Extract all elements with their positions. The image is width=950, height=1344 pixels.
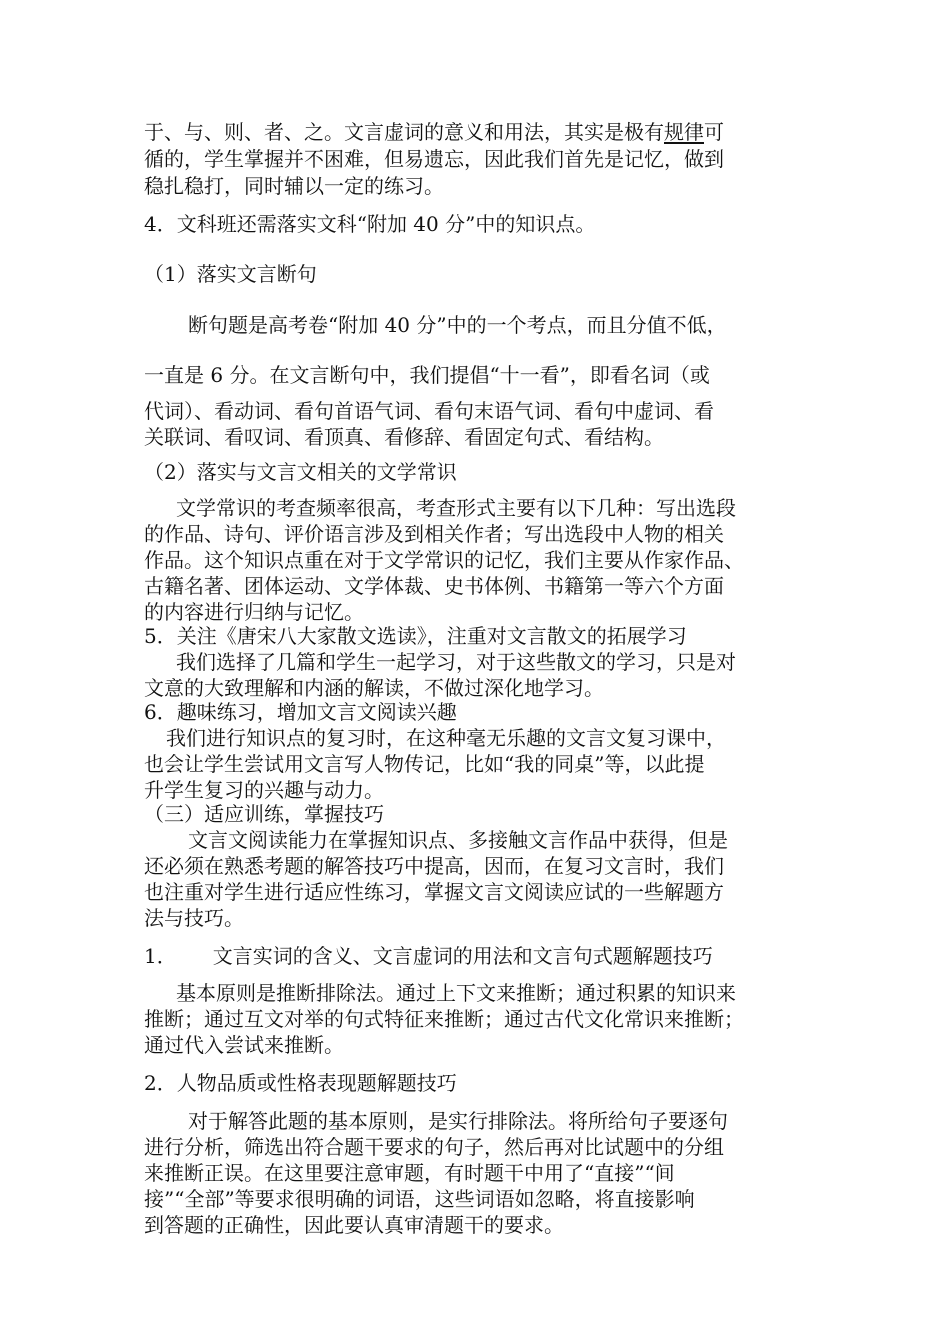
paragraph-line: 进行分析，筛选出符合题干要求的句子，然后再对比试题中的分组 (144, 1135, 724, 1159)
tip-1-heading (144, 944, 824, 968)
paragraph-line: 文言文阅读能力在掌握知识点、多接触文言作品中获得，但是 (188, 828, 728, 852)
paragraph-line: 接”“全部”等要求很明确的词语，这些词语如忽略，将直接影响 (144, 1187, 695, 1211)
section-3-title: （三）适应训练，掌握技巧 (144, 802, 384, 826)
paragraph-line: 也会让学生尝试用文言写人物传记，比如“我的同桌”等，以此提 (144, 752, 705, 776)
item-4-heading: 4．文科班还需落实文科“附加 40 分”中的知识点。 (144, 212, 596, 236)
keyword-link[interactable]: 规律 (664, 120, 704, 144)
subsection-1-title: （1）落实文言断句 (144, 262, 317, 286)
paragraph-line: 文学常识的考查频率很高，考查形式主要有以下几种：写出选段 (176, 496, 736, 520)
paragraph-line: 推断；通过互文对举的句式特征来推断；通过古代文化常识来推断； (144, 1007, 744, 1031)
tip-2-heading: 2．人物品质或性格表现题解题技巧 (144, 1071, 457, 1095)
paragraph-line: 升学生复习的兴趣与动力。 (144, 778, 384, 802)
paragraph-line: 古籍名著、团体运动、文学体裁、史书体例、书籍第一等六个方面 (144, 574, 724, 598)
paragraph-line: 代词）、看动词、看句首语气词、看句末语气词、看句中虚词、看 (144, 399, 714, 423)
paragraph-line: 法与技巧。 (144, 906, 244, 930)
paragraph-line: 我们进行知识点的复习时，在这种毫无乐趣的文言文复习课中， (166, 726, 726, 750)
paragraph-line: 稳扎稳打，同时辅以一定的练习。 (144, 174, 444, 198)
paragraph-line: 基本原则是推断排除法。通过上下文来推断；通过积累的知识来 (176, 981, 736, 1005)
tip-1-title: 文言实词的含义、文言虚词的用法和文言句式题解题技巧 (212, 944, 713, 968)
tip-1-number: 1． (144, 944, 177, 968)
text-segment: 于、与、则、者、之。文言虚词的意义和用法，其实是极有 (144, 120, 664, 144)
paragraph-line: 断句题是高考卷“附加 40 分”中的一个考点，而且分值不低， (188, 313, 727, 337)
paragraph-line: 文意的大致理解和内涵的解读，不做过深化地学习。 (144, 676, 604, 700)
paragraph-line: 关联词、看叹词、看顶真、看修辞、看固定句式、看结构。 (144, 425, 664, 449)
paragraph-line: 作品。这个知识点重在对于文学常识的记忆，我们主要从作家作品、 (144, 548, 744, 572)
item-5-heading: 5．关注《唐宋八大家散文选读》，注重对文言散文的拓展学习 (144, 624, 687, 648)
paragraph-line: 我们选择了几篇和学生一起学习，对于这些散文的学习，只是对 (176, 650, 736, 674)
paragraph-line: 来推断正误。在这里要注意审题，有时题干中用了“直接”“间 (144, 1161, 675, 1185)
paragraph-line: 循的，学生掌握并不困难，但易遗忘，因此我们首先是记忆，做到 (144, 147, 724, 171)
text-segment: 可 (704, 120, 724, 144)
item-6-heading: 6．趣味练习，增加文言文阅读兴趣 (144, 700, 457, 724)
paragraph-line: 的内容进行归纳与记忆。 (144, 600, 364, 624)
paragraph-line: 还必须在熟悉考题的解答技巧中提高，因而，在复习文言时，我们 (144, 854, 724, 878)
paragraph-line: 的作品、诗句、评价语言涉及到相关作者；写出选段中人物的相关 (144, 522, 724, 546)
subsection-2-title: （2）落实与文言文相关的文学常识 (144, 460, 457, 484)
paragraph-line: 通过代入尝试来推断。 (144, 1033, 344, 1057)
paragraph-line: 也注重对学生进行适应性练习，掌握文言文阅读应试的一些解题方 (144, 880, 724, 904)
paragraph-line: 对于解答此题的基本原则，是实行排除法。将所给句子要逐句 (188, 1109, 728, 1133)
paragraph-line (144, 120, 824, 144)
paragraph-line: 到答题的正确性，因此要认真审清题干的要求。 (144, 1213, 564, 1237)
paragraph-line: 一直是 6 分。在文言断句中，我们提倡“十一看”，即看名词（或 (144, 363, 710, 387)
